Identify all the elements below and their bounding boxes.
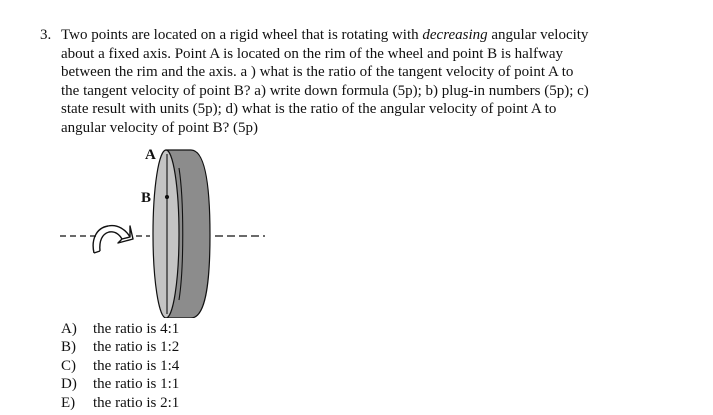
answer-letter: A): [61, 321, 77, 337]
wheel-face: [153, 150, 179, 318]
answer-text: the ratio is 4:1: [93, 321, 180, 337]
answer-text: the ratio is 1:1: [93, 376, 180, 393]
wheel-diagram: [50, 140, 270, 318]
answer-option-d[interactable]: [61, 375, 179, 393]
question-text: [61, 26, 636, 138]
question-line: state result with units (5p); d) what is the ratio of the angular velocity of point A to: [61, 101, 557, 118]
answer-text: the ratio is 2:1: [93, 394, 180, 411]
answer-list: [61, 320, 179, 412]
answer-option-e[interactable]: [61, 394, 179, 412]
answer-letter: D): [61, 376, 77, 393]
answer-letter: C): [61, 357, 76, 374]
label-point-b: B: [141, 190, 152, 206]
rotation-arrow-icon: [93, 226, 133, 253]
answer-option-b[interactable]: [61, 338, 179, 356]
question-line: Two points are located on a rigid wheel that is rotating with decreasing angular velocity: [61, 27, 589, 43]
answer-text: the ratio is 1:2: [93, 339, 180, 356]
emphasis-decreasing: decreasing: [422, 27, 488, 43]
question-line: the tangent velocity of point B? a) write down formula (5p); b) plug-in numbers (5p); c): [61, 82, 589, 99]
question-line: angular velocity of point B? (5p): [61, 119, 259, 136]
question-number: 3.: [40, 27, 52, 43]
answer-letter: E): [61, 394, 76, 411]
answer-letter: B): [61, 339, 76, 356]
answer-text: the ratio is 1:4: [93, 357, 180, 374]
question-line: between the rim and the axis. a ) what is the ratio of the tangent velocity of point A to: [61, 64, 574, 81]
answer-option-a[interactable]: [61, 320, 179, 338]
question-line: about a fixed axis. Point A is located on the rim of the wheel and point B is halfway: [61, 45, 563, 62]
answer-option-c[interactable]: [61, 357, 179, 375]
point-b-marker: [165, 195, 169, 199]
wheel-figure: [50, 140, 270, 318]
label-point-a: A: [145, 147, 156, 163]
